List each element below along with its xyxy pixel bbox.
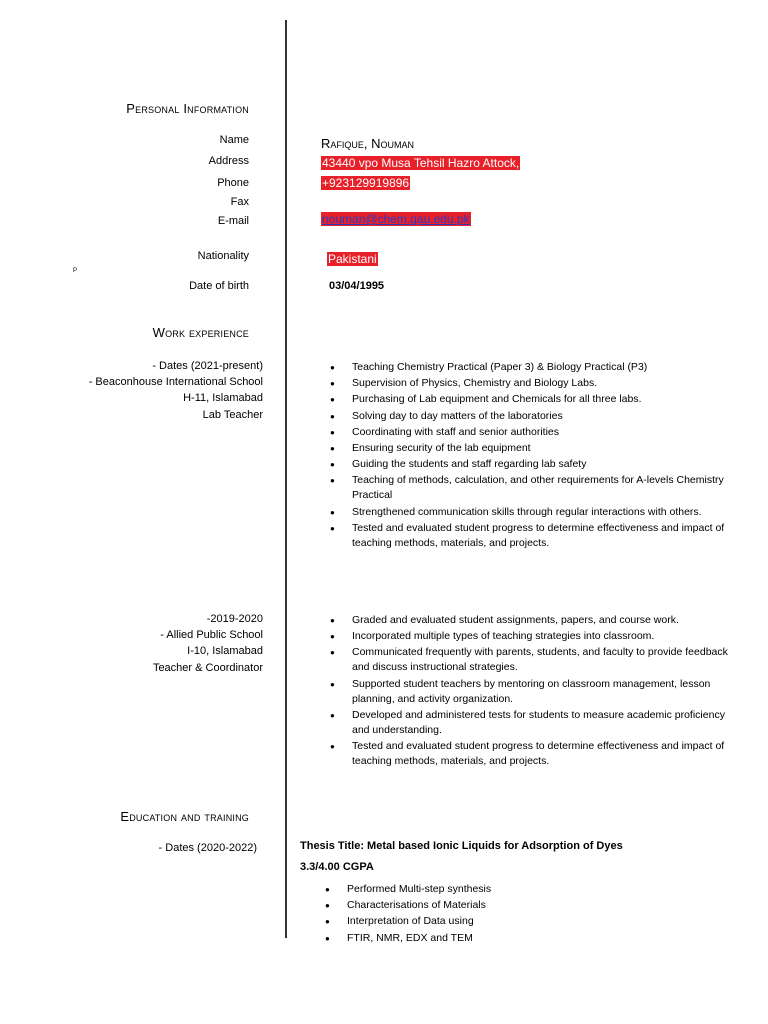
address-label: Address [208, 155, 249, 167]
job-2-employer: - Allied Public School [160, 629, 263, 642]
list-item: ● Characterisations of Materials [323, 898, 703, 913]
list-item: ● Performed Multi-step synthesis [323, 882, 703, 897]
email-link[interactable]: nouman@chem.qau.edu.pk [322, 212, 470, 226]
job-1-details [89, 358, 263, 423]
list-item: ● Strengthened communication skills through regular interactions with others. [328, 505, 733, 520]
list-item: ● Supervision of Physics, Chemistry and Biology Labs. [328, 376, 733, 391]
list-item: ● Guiding the students and staff regarding lab safety [328, 457, 733, 472]
list-item: ● Solving day to day matters of the laboratories [328, 409, 733, 424]
education-heading: Education and training [120, 809, 249, 824]
thesis-title: Thesis Title: Metal based Ionic Liquids for Adsorption of Dyes [300, 840, 623, 852]
list-item: ● Incorporated multiple types of teaching strategies into classroom. [328, 629, 733, 644]
nationality-value: Pakistani [328, 252, 377, 266]
list-item: ● Tested and evaluated student progress to determine effectiveness and impact of teaching methods, materials, and projects. [328, 739, 733, 769]
job-1-role: Lab Teacher [202, 408, 263, 421]
nationality-label: Nationality [197, 250, 249, 262]
list-item: ● Teaching of methods, calculation, and other requirements for A-levels Chemistry Practical [328, 473, 733, 503]
name-label: Name [219, 134, 249, 146]
job-1-employer: - Beaconhouse International School [88, 376, 263, 389]
work-experience-heading: Work experience [152, 325, 249, 340]
personal-info-heading: Personal Information [126, 101, 249, 116]
list-item: ● Interpretation of Data using [323, 914, 703, 929]
job-1-duties [328, 360, 733, 552]
email-label: E-mail [217, 215, 249, 227]
education-dates: - Dates (2020-2022) [158, 842, 257, 854]
stray-mark: P [73, 268, 78, 274]
name-value: Rafique, Nouman [321, 136, 415, 151]
education-skills [323, 882, 703, 947]
list-item: ● Graded and evaluated student assignments, papers, and course work. [328, 613, 733, 628]
list-item: ● Ensuring security of the lab equipment [328, 441, 733, 456]
column-divider-top [285, 20, 287, 572]
list-item: ● Teaching Chemistry Practical (Paper 3) & Biology Practical (P3) [328, 360, 733, 375]
list-item: ● Coordinating with staff and senior authorities [328, 425, 733, 440]
list-item: ● FTIR, NMR, EDX and TEM [323, 931, 703, 946]
fax-label: Fax [230, 196, 249, 208]
list-item: ● Tested and evaluated student progress to determine effectiveness and impact of teaching methods, materials, and projects. [328, 521, 733, 551]
list-item: ● Supported student teachers by mentoring on classroom management, lesson planning, and activity organization. [328, 677, 733, 707]
phone-value: +923129919896 [322, 176, 410, 190]
list-item: ● Purchasing of Lab equipment and Chemicals for all three labs. [328, 392, 733, 407]
dob-label: Date of birth [189, 280, 249, 292]
column-divider-bottom [285, 572, 287, 938]
phone-label: Phone [217, 177, 249, 189]
list-item: ● Developed and administered tests for students to measure academic proficiency and understanding. [328, 708, 733, 738]
address-value: 43440 vpo Musa Tehsil Hazro Attock, [322, 156, 520, 170]
job-2-details [153, 611, 263, 676]
cgpa: 3.3/4.00 CGPA [300, 861, 374, 873]
job-1-dates: - Dates (2021-present) [152, 360, 263, 372]
job-2-role: Teacher & Coordinator [152, 661, 263, 674]
list-item: ● Communicated frequently with parents, students, and faculty to provide feedback and discuss instructional strategies. [328, 645, 733, 675]
job-2-duties [328, 613, 733, 770]
job-2-dates: -2019-2020 [206, 613, 263, 625]
dob-value: 03/04/1995 [329, 280, 385, 292]
job-1-location: H-11, Islamabad [183, 392, 263, 405]
job-2-location: I-10, Islamabad [187, 645, 263, 658]
